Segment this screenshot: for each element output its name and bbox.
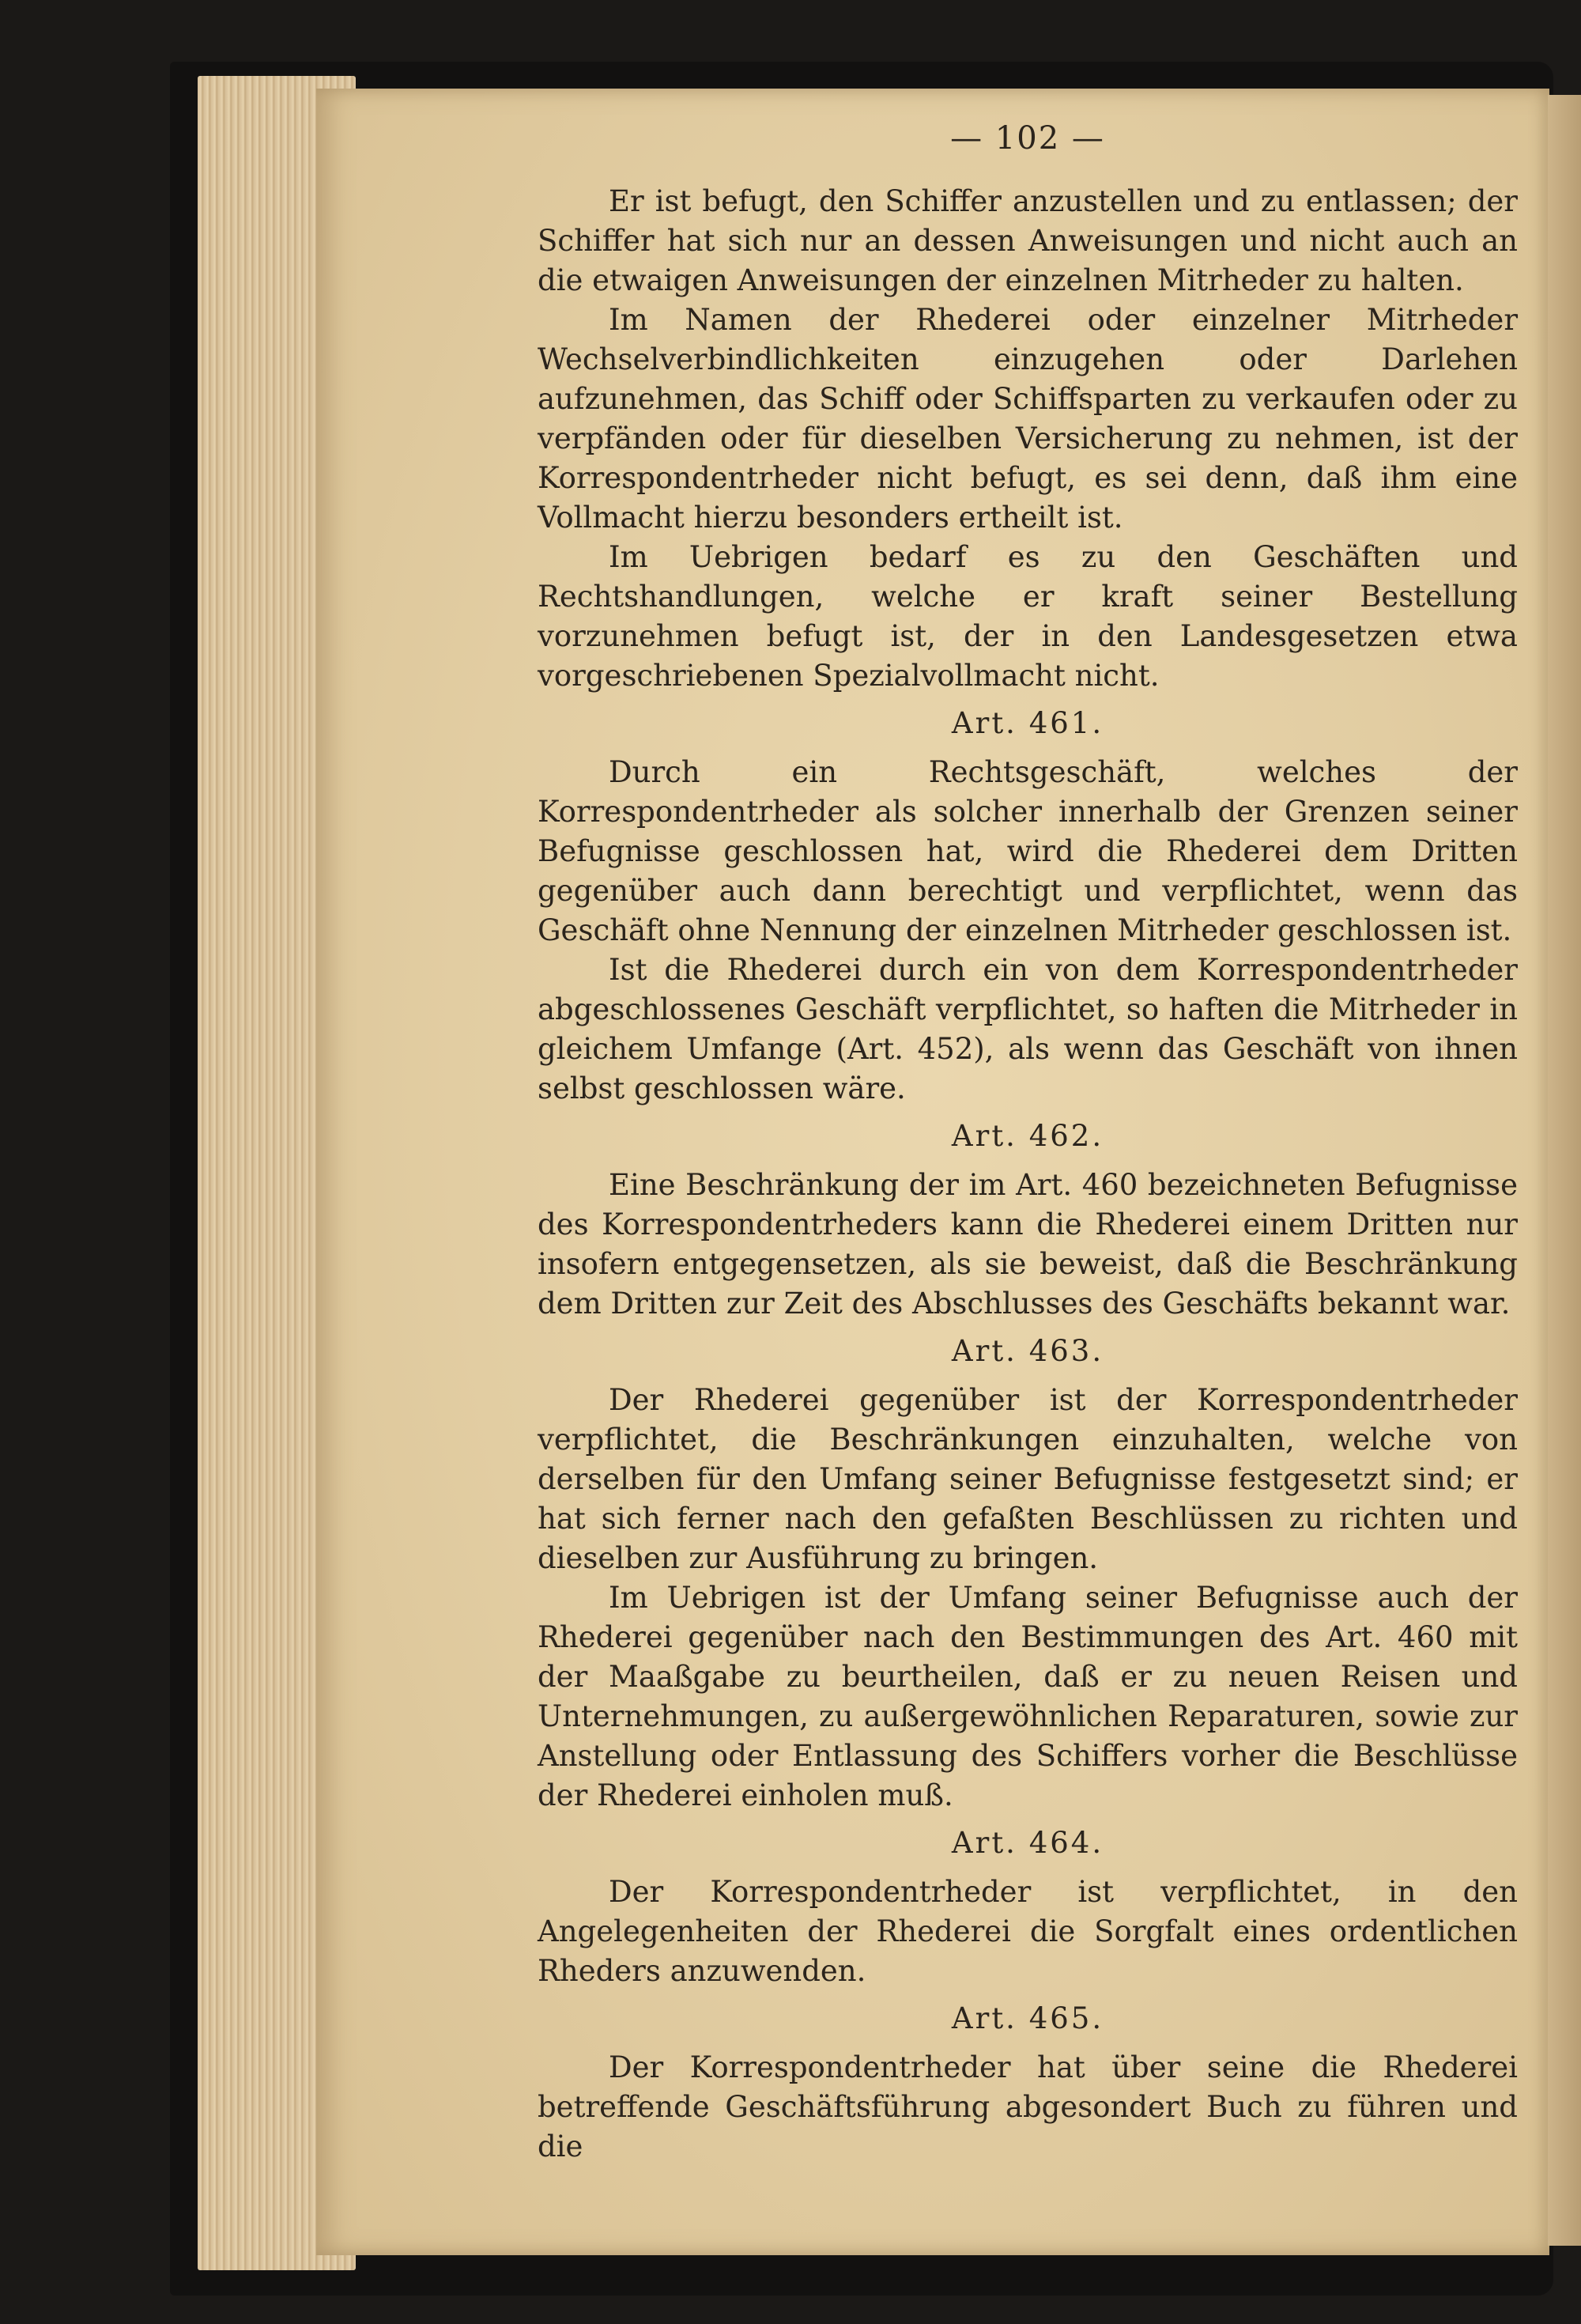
paragraph: Der Korrespondentrheder hat über seine die Rhederei betreffende Geschäftsführung abgesondert Buch zu führen und die (538, 2050, 1518, 2163)
paragraph: Ist die Rhederei durch ein von dem Korrespondentrheder abgeschlossenes Geschäft verpflichtet, so haften die Mitrheder in gleichem Umfange (Art. 452), als wenn das Geschäft von ihnen selbst geschlossen wäre. (538, 953, 1518, 1105)
paragraph: Im Namen der Rhederei oder einzelner Mitrheder Wechselverbindlichkeiten einzugehen oder Darlehen aufzunehmen, das Schiff oder Schiffsparten zu verkaufen oder zu verpfänden oder für dieselben Versicherung zu nehmen, ist der Korrespondentrheder nicht befugt, es sei denn, daß ihm eine Vollmacht hierzu besonders ertheilt ist. (538, 303, 1518, 535)
page-number: — 102 — (950, 120, 1105, 157)
paragraph: Der Korrespondentrheder ist verpflichtet, in den Angelegenheiten der Rhederei die Sorgfalt eines ordentlichen Rheders anzuwenden. (538, 1875, 1518, 1988)
paragraph: Er ist befugt, den Schiffer anzustellen und zu entlassen; der Schiffer hat sich nur an dessen Anweisungen und nicht auch an die etwaigen Anweisungen der einzelnen Mitrheder zu halten. (538, 184, 1518, 297)
article-heading: Art. 463. (951, 1334, 1104, 1368)
paragraph: Eine Beschränkung der im Art. 460 bezeichneten Befugnisse des Korrespondentrheders kann die Rhederei einem Dritten nur insofern entgegensetzen, als sie beweist, daß die Beschränkung dem Dritten zur Zeit des Abschlusses des Geschäfts bekannt war. (538, 1168, 1518, 1321)
paragraph: Im Uebrigen bedarf es zu den Geschäften und Rechtshandlungen, welche er kraft seiner Bestellung vorzunehmen befugt ist, der in den Landesgesetzen etwa vorgeschriebenen Spezialvollmacht nicht. (538, 540, 1518, 693)
paragraph: Der Rhederei gegenüber ist der Korrespondentrheder verpflichtet, die Beschränkungen einzuhalten, welche von derselben für den Umfang seiner Befugnisse festgesetzt sind; er hat sich ferner nach den gefaßten Beschlüssen zu richten und dieselben zur Ausführung zu bringen. (538, 1383, 1518, 1575)
page-gutter (1548, 95, 1581, 2246)
article-heading: Art. 464. (951, 1826, 1104, 1860)
article-heading: Art. 462. (951, 1119, 1104, 1153)
article-heading: Art. 465. (951, 2001, 1104, 2035)
text-blocks (538, 182, 1518, 2167)
paragraph: Durch ein Rechtsgeschäft, welches der Korrespondentrheder als solcher innerhalb der Grenzen seiner Befugnisse geschlossen hat, wird die Rhederei dem Dritten gegenüber auch dann berechtigt und verpflichtet, wenn das Geschäft ohne Nennung der einzelnen Mitrheder geschlossen ist. (538, 755, 1518, 947)
article-heading: Art. 461. (951, 706, 1104, 740)
page-text (538, 119, 1518, 2167)
paragraph: Im Uebrigen ist der Umfang seiner Befugnisse auch der Rhederei gegenüber nach den Bestimmungen des Art. 460 mit der Maaßgabe zu beurtheilen, daß er zu neuen Reisen und Unternehmungen, zu außergewöhnlichen Reparaturen, sowie zur Anstellung oder Entlassung des Schiffers vorher die Beschlüsse der Rhederei einholen muß. (538, 1581, 1518, 1812)
